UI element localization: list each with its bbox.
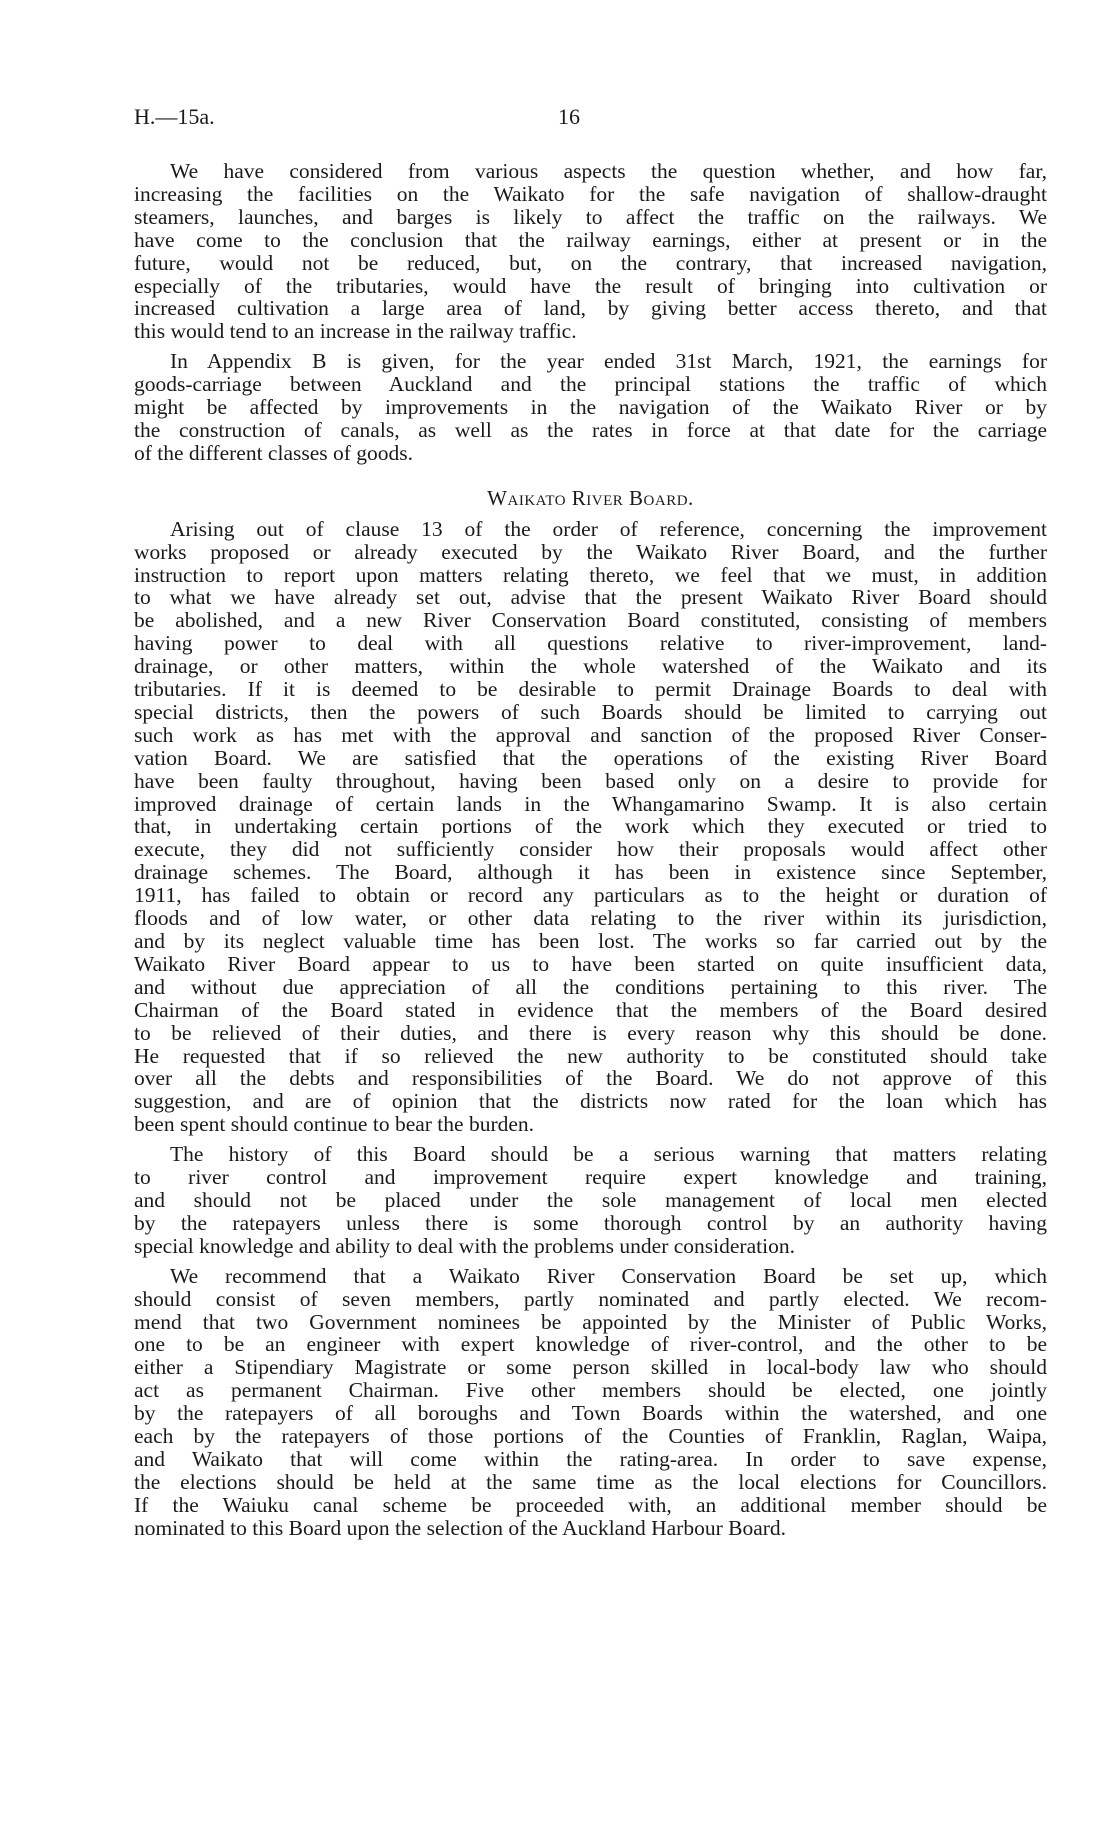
text-line: vation Board. We are satisfied that the operations of the existing River Board: [134, 745, 1047, 770]
paragraph: [134, 1265, 1047, 1540]
text-line: and by its neglect valuable time has been lost. The works so far carried out by the: [134, 929, 1047, 953]
text-line: having power to deal with all questions relative to river-improvement, land-: [134, 631, 1047, 656]
text-line: that, in undertaking certain portions of the work which they executed or tried to: [134, 814, 1047, 839]
text-line: have come to the conclusion that the railway earnings, either at present or in the: [134, 227, 1047, 252]
text-line: He requested that if so relieved the new authority to be constituted should take: [134, 1043, 1047, 1068]
text-line: improved drainage of certain lands in the Whangamarino Swamp. It is also certain: [134, 791, 1047, 816]
text-line: drainage schemes. The Board, although it has been in existence since September,: [134, 860, 1047, 885]
text-line: be abolished, and a new River Conservation Board constituted, consisting of members: [134, 608, 1047, 633]
text-line: to what we have already set out, advise that the present Waikato River Board should: [134, 585, 1047, 610]
text-line: works proposed or already executed by the Waikato River Board, and the further: [134, 539, 1047, 564]
text-line: If the Waiuku canal scheme be proceeded with, an additional member should be: [134, 1492, 1047, 1517]
text-line: steamers, launches, and barges is likely to affect the traffic on the railways. We: [134, 204, 1047, 229]
text-line: floods and of low water, or other data relating to the river within its jurisdiction,: [134, 906, 1047, 931]
text-line: act as permanent Chairman. Five other members should be elected, one jointly: [134, 1378, 1047, 1403]
text-line: the construction of canals, as well as the rates in force at that date for the carriage: [134, 417, 1047, 442]
text-line: goods-carriage between Auckland and the principal stations the traffic of which: [134, 372, 1047, 397]
text-line: of the different classes of goods.: [134, 440, 414, 465]
text-line: might be affected by improvements in the navigation of the Waikato River or by: [134, 395, 1047, 420]
text-line: Chairman of the Board stated in evidence that the members of the Board desired: [134, 997, 1047, 1022]
text-line: have been faulty throughout, having been based only on a desire to provide for: [134, 768, 1047, 793]
text-line: one to be an engineer with expert knowledge of river-control, and the other to be: [134, 1332, 1047, 1357]
page-number: 16: [558, 104, 580, 129]
text-line: increased cultivation a large area of land, by giving better access thereto, and that: [134, 296, 1047, 321]
text-line: The history of this Board should be a serious warning that matters relating: [170, 1142, 1047, 1167]
text-line: In Appendix B is given, for the year ended 31st March, 1921, the earnings for: [170, 349, 1047, 374]
text-line: been spent should continue to bear the burden.: [134, 1112, 535, 1137]
text-line: either a Stipendiary Magistrate or some person skilled in local-body law who should: [134, 1355, 1047, 1380]
text-line: drainage, or other matters, within the whole watershed of the Waikato and its: [134, 654, 1047, 679]
text-line: nominated to this Board upon the selection of the Auckland Harbour Board.: [134, 1515, 787, 1540]
text-line: tributaries. If it is deemed to be desirable to permit Drainage Boards to deal with: [134, 677, 1047, 702]
text-line: and without due appreciation of all the conditions pertaining to this river. The: [134, 974, 1047, 999]
text-line: 1911, has failed to obtain or record any particulars as to the height or duration of: [134, 883, 1047, 908]
section-heading: Waikato River Board.: [487, 485, 694, 510]
text-line: to be relieved of their duties, and there is every reason why this should be done.: [134, 1020, 1047, 1045]
text-line: instruction to report upon matters relating thereto, we feel that we must, in addition: [134, 562, 1047, 587]
text-line: future, would not be reduced, but, on the contrary, that increased navigation,: [134, 250, 1047, 275]
text-line: We recommend that a Waikato River Conservation Board be set up, which: [170, 1263, 1047, 1288]
text-line: special knowledge and ability to deal with the problems under consideration.: [134, 1233, 795, 1258]
text-line: and should not be placed under the sole management of local men elected: [134, 1187, 1047, 1212]
text-line: and Waikato that will come within the rating-area. In order to save expense,: [134, 1446, 1047, 1471]
text-line: to river control and improvement require expert knowledge and training,: [134, 1165, 1047, 1190]
paragraph: [134, 160, 1047, 343]
paragraph: [134, 518, 1047, 1136]
text-line: by the ratepayers unless there is some thorough control by an authority having: [134, 1210, 1047, 1235]
text-line: Waikato River Board appear to us to have been started on quite insufficient data,: [134, 951, 1047, 976]
text-line: the elections should be held at the same time as the local elections for Councillors.: [134, 1469, 1047, 1494]
paragraph: [134, 1143, 1047, 1258]
document-body: [134, 160, 1047, 1547]
text-line: mend that two Government nominees be appointed by the Minister of Public Works,: [134, 1309, 1047, 1334]
paragraph: [134, 350, 1047, 465]
text-line: by the ratepayers of all boroughs and Town Boards within the watershed, and one: [134, 1401, 1047, 1426]
text-line: should consist of seven members, partly nominated and partly elected. We recom-: [134, 1286, 1047, 1311]
text-line: We have considered from various aspects the question whether, and how far,: [170, 159, 1047, 183]
text-line: such work as has met with the approval and sanction of the proposed River Conser-: [134, 722, 1047, 747]
document-reference: H.—15a.: [134, 104, 215, 129]
text-line: Arising out of clause 13 of the order of reference, concerning the improvement: [170, 516, 1047, 541]
text-line: execute, they did not sufficiently consider how their proposals would affect other: [134, 837, 1047, 862]
text-line: suggestion, and are of opinion that the districts now rated for the loan which has: [134, 1089, 1047, 1114]
text-line: over all the debts and responsibilities of the Board. We do not approve of this: [134, 1066, 1047, 1091]
text-line: special districts, then the powers of such Boards should be limited to carrying out: [134, 699, 1047, 724]
text-line: this would tend to an increase in the railway traffic.: [134, 319, 577, 344]
text-line: increasing the facilities on the Waikato for the safe navigation of shallow-draught: [134, 181, 1047, 206]
text-line: each by the ratepayers of those portions of the Counties of Franklin, Raglan, Waipa,: [134, 1424, 1047, 1449]
text-line: especially of the tributaries, would have the result of bringing into cultivation or: [134, 273, 1047, 298]
